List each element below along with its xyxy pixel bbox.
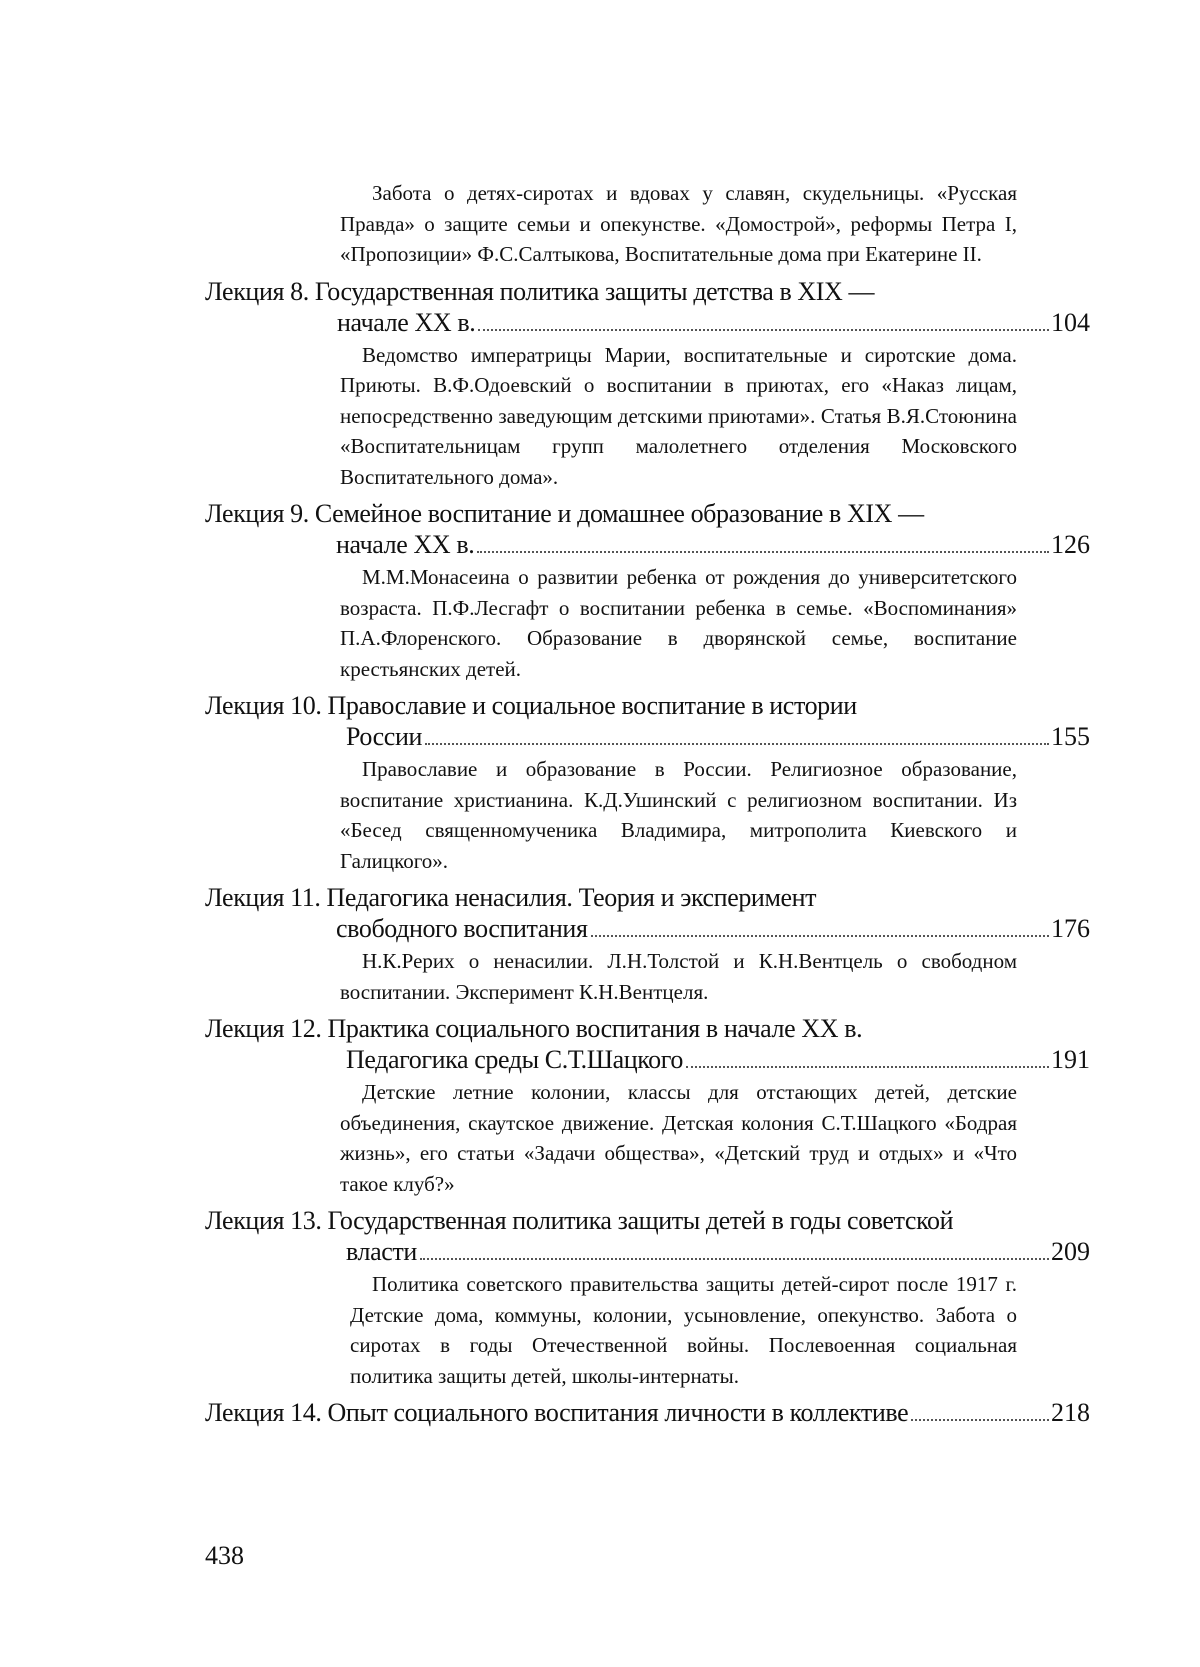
entry-title-tail: Лекция 14. Опыт социального воспитания личности в коллективе	[205, 1398, 909, 1427]
entry-heading	[205, 882, 1090, 944]
entry-title-continuation	[205, 913, 1090, 944]
entry-title-tail: начале XX в.	[337, 307, 476, 337]
entry-title-tail: свободного воспитания	[336, 914, 588, 943]
intro-description: Забота о детях-сиротах и вдовах у славян, скудельницы. «Русская Правда» о защите семьи и опекунстве. «Домострой», реформы Петра I, «Пропозиции» Ф.С.Салтыкова, Воспитательные дома при Екатерине II.	[340, 181, 1017, 266]
dot-leader	[425, 743, 1049, 745]
entry-title-continuation	[205, 721, 1090, 752]
page-number: 126	[1051, 530, 1090, 559]
entry-description: М.М.Монасеина о развитии ребенка от рождения до университетского возраста. П.Ф.Лесгафт о воспитании ребенка в семье. «Воспоминания» П.А.Флоренского. Образование в дворянской семье, воспитание крестьянских детей.	[340, 565, 1017, 681]
dot-leader	[477, 551, 1049, 553]
page-number: 209	[1051, 1237, 1090, 1266]
entry-heading	[205, 498, 1090, 560]
dot-leader	[591, 935, 1050, 937]
entry-title-continuation	[205, 529, 1090, 560]
page-number: 191	[1051, 1045, 1090, 1074]
entry-title-line: Лекция 11. Педагогика ненасилия. Теория и эксперимент	[205, 883, 817, 912]
entry-description: Детские летние колонии, классы для отстающих детей, детские объединения, скаутское движение. Детская колония С.Т.Шацкого «Бодрая жизнь», его статьи «Задачи общества», «Детский труд и отдых» и «Что такое клуб?»	[340, 1080, 1017, 1196]
entry-heading	[205, 1205, 1090, 1267]
toc-entry-lecture-10	[205, 690, 1090, 876]
toc-entry-lecture-14	[205, 1397, 1090, 1428]
entry-description: Православие и образование в России. Религиозное образование, воспитание христианина. К.Д.Ушинский с религиозном воспитании. Из «Бесед священномученика Владимира, митрополита Киевского и Галицкого».	[340, 757, 1017, 873]
page-number: 218	[1051, 1398, 1090, 1427]
entry-description: Политика советского правительства защиты детей-сирот после 1917 г. Детские дома, коммуны, колонии, усыновление, опекунство. Забота о сиротах в годы Отечественной войны. Послевоенная социальная политика защиты детей, школы-интернаты.	[350, 1272, 1017, 1388]
page-number: 104	[1051, 307, 1090, 337]
entry-title-line: Лекция 12. Практика социального воспитания в начале XX в.	[205, 1014, 863, 1043]
toc-entry-lecture-12	[205, 1013, 1090, 1199]
entry-title-line: Лекция 13. Государственная политика защиты детей в годы советской	[205, 1206, 954, 1235]
entry-title-tail: власти	[346, 1237, 417, 1266]
page-folio-number: 438	[205, 1541, 244, 1570]
entry-title-line: Лекция 9. Семейное воспитание и домашнее образование в XIX —	[205, 499, 924, 528]
entry-title-continuation	[205, 307, 1090, 338]
dot-leader	[420, 1258, 1049, 1260]
entry-title-tail: начале XX в.	[336, 530, 475, 559]
dot-leader	[478, 329, 1049, 331]
entry-heading	[205, 1397, 1090, 1428]
dot-leader	[911, 1419, 1049, 1421]
entry-title-tail: Педагогика среды С.Т.Шацкого	[346, 1045, 683, 1074]
entry-heading	[205, 1013, 1090, 1075]
entry-title-continuation	[205, 1044, 1090, 1075]
page-number: 176	[1051, 914, 1090, 943]
toc-entry-lecture-9	[205, 498, 1090, 684]
toc-entry-lecture-11	[205, 882, 1090, 1007]
table-of-contents	[205, 178, 1090, 1434]
toc-entry-lecture-8	[205, 276, 1090, 493]
entry-title-line: Лекция 8. Государственная политика защиты детства в XIX —	[205, 276, 875, 306]
entry-title-line: Лекция 10. Православие и социальное воспитание в истории	[205, 691, 857, 720]
entry-heading	[205, 276, 1090, 338]
page-number: 155	[1051, 722, 1090, 751]
entry-title-continuation	[205, 1397, 1090, 1428]
entry-description: Н.К.Рерих о ненасилии. Л.Н.Толстой и К.Н.Вентцель о свободном воспитании. Эксперимент К.Н.Вентцеля.	[340, 949, 1017, 1004]
toc-entry-lecture-13	[205, 1205, 1090, 1391]
entry-title-tail: России	[346, 722, 422, 751]
entry-heading	[205, 690, 1090, 752]
entry-description: Ведомство императрицы Марии, воспитательные и сиротские дома. Приюты. В.Ф.Одоевский о воспитании в приютах, его «Наказ лицам, непосредственно заведующим детскими приютами». Статья В.Я.Стоюнина «Воспитательницам групп малолетнего отделения Московского Воспитательного дома».	[340, 342, 1017, 489]
dot-leader	[686, 1066, 1049, 1068]
entry-title-continuation	[205, 1236, 1090, 1267]
